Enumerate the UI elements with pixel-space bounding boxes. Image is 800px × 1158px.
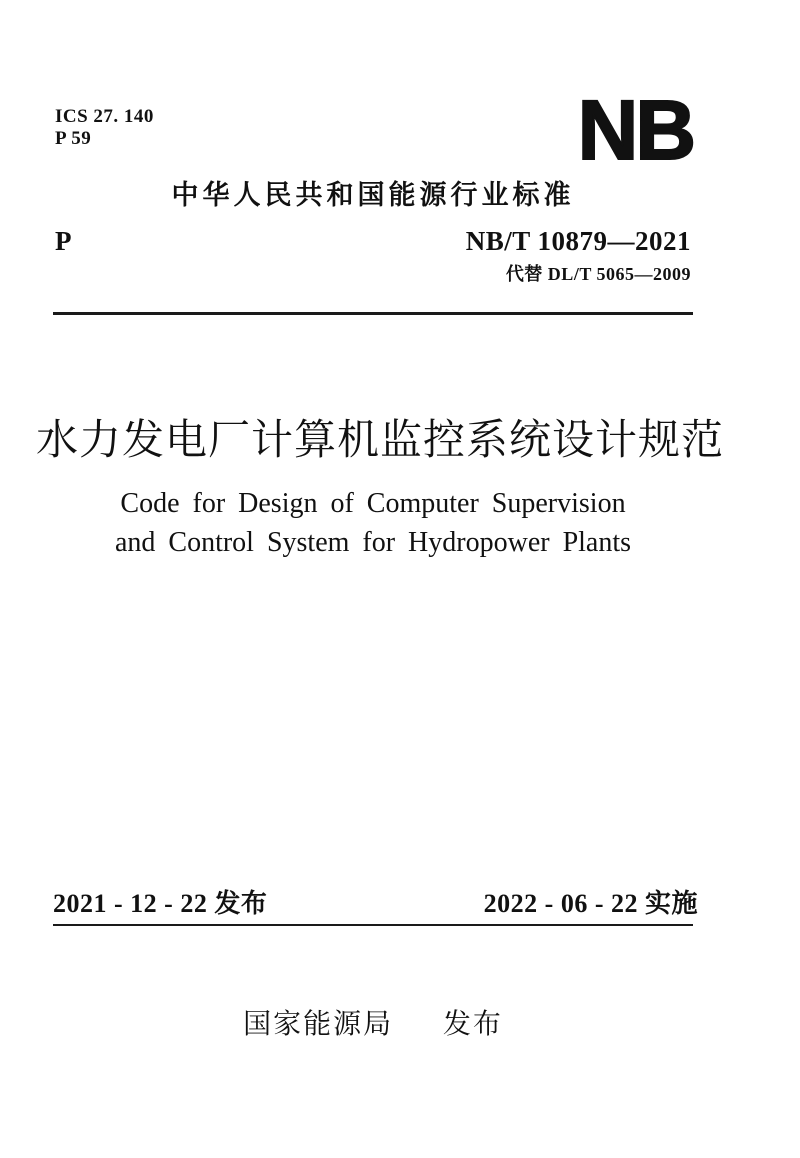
publish-action-label: 发布 — [442, 1008, 503, 1039]
standard-type-heading: 中华人民共和国能源行业标准 — [171, 180, 575, 210]
top-rule — [53, 312, 693, 315]
doc-class-letter: P — [55, 226, 72, 256]
implement-date: 2022 - 06 - 22 实施 — [483, 889, 698, 918]
classification-code: P 59 — [55, 128, 92, 149]
issue-date: 2021 - 12 - 22 发布 — [53, 889, 268, 918]
publisher-line — [53, 1007, 693, 1041]
nb-logo: NB — [577, 83, 693, 177]
title-english-line2: and Control System for Hydropower Plants — [114, 527, 632, 558]
dates-row — [53, 889, 698, 919]
standard-number-block — [466, 226, 691, 286]
ics-block — [55, 106, 154, 150]
bottom-rule — [53, 924, 693, 926]
title-english — [53, 484, 693, 562]
standard-number: NB/T 10879—2021 — [465, 226, 691, 256]
publisher-name: 国家能源局 — [243, 1008, 394, 1039]
title-chinese: 水力发电厂计算机监控系统设计规范 — [36, 418, 725, 464]
ics-code: ICS 27. 140 — [55, 106, 154, 127]
replaces-note: 代替 DL/T 5065—2009 — [505, 264, 691, 284]
title-english-line1: Code for Design of Computer Supervision — [120, 488, 626, 519]
